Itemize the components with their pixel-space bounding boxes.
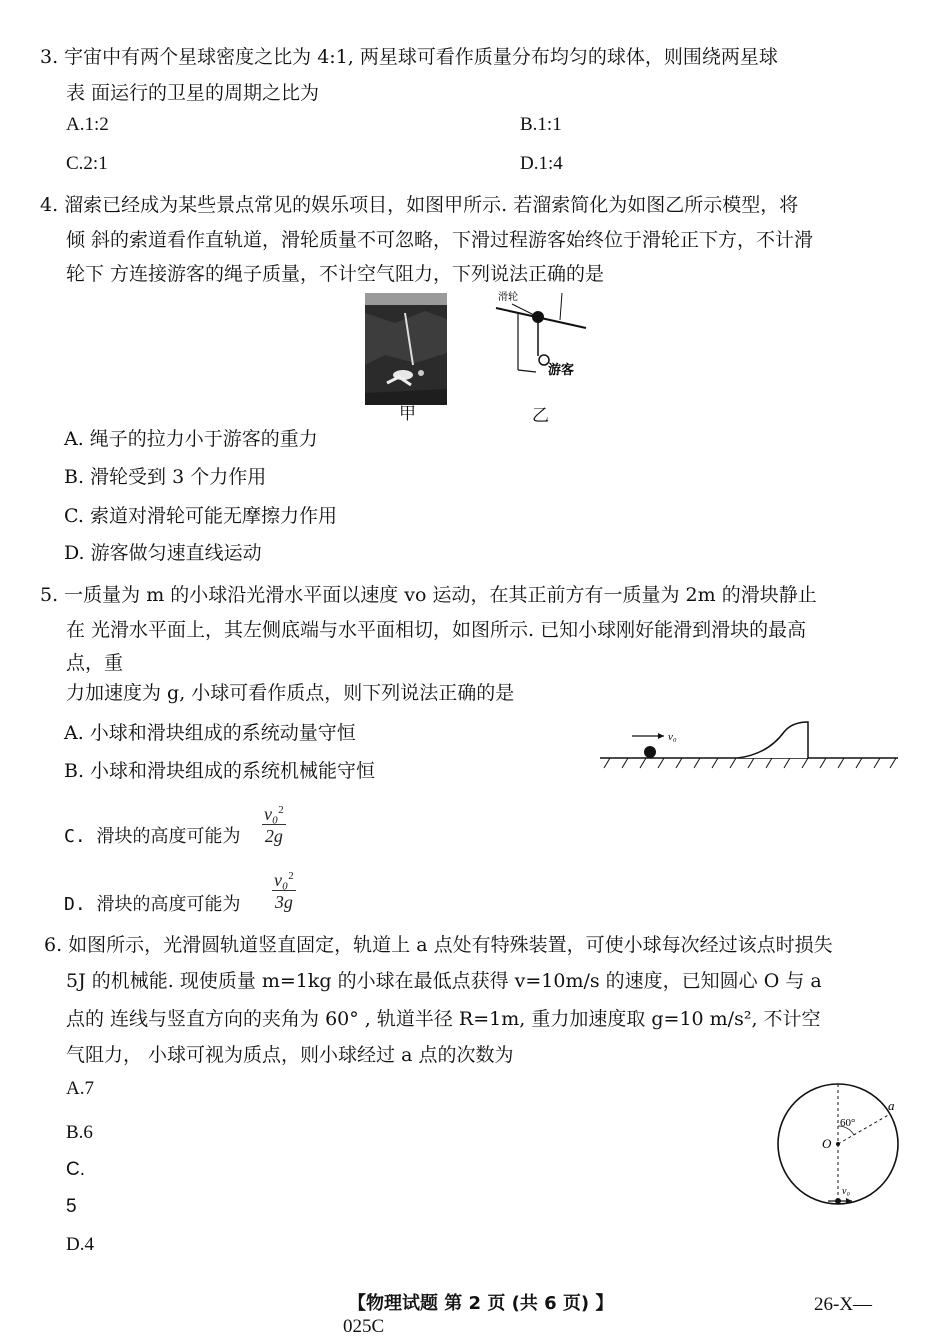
q5-stem-line1: 5. 一质量为 m 的小球沿光滑水平面以速度 vo 运动，在其正前方有一质量为 2m 的滑块静止 xyxy=(40,584,817,606)
q5-stem-line2: 在 光滑水平面上，其左侧底端与水平面相切，如图所示. 已知小球刚好能滑到滑块的最高 xyxy=(66,619,807,641)
q6-option-a: A.7 xyxy=(66,1078,94,1099)
angle-label: 60° xyxy=(840,1117,856,1129)
pulley-icon xyxy=(532,311,544,323)
q4-stem-line2: 倾 斜的索道看作直轨道，滑轮质量不可忽略，下滑过程游客始终位于滑轮正下方，不计滑 xyxy=(66,229,814,251)
page-footer-code-right: 26-X— xyxy=(814,1294,873,1315)
fraction-c-exponent: 2 xyxy=(278,804,284,816)
q6-option-d: D.4 xyxy=(66,1234,94,1255)
q4-option-c: C. 索道对滑轮可能无摩擦力作用 xyxy=(64,505,337,527)
fraction-v0sq-over-2g xyxy=(262,800,286,847)
q6-stem-line1: 6. 如图所示，光滑圆轨道竖直固定，轨道上 a 点处有特殊装置，可使小球每次经过该点时损失 xyxy=(44,934,833,956)
pulley-label: 滑轮 xyxy=(498,292,518,303)
fraction-c-denominator: 2g xyxy=(264,826,283,846)
fraction-d-numerator: v₀ xyxy=(274,870,289,890)
q3-option-c: C.2:1 xyxy=(66,153,108,174)
page-footer-title: 【物理试题 第 2 页 (共 6 页) 】 xyxy=(348,1293,614,1314)
fraction-d-exponent: 2 xyxy=(288,870,294,882)
point-a-label: a xyxy=(888,1098,895,1113)
fraction-c-numerator: v₀ xyxy=(264,804,279,824)
q3-option-d: D.1:4 xyxy=(520,153,563,174)
q6-stem-line2: 5J 的机械能. 现使质量 m=1kg 的小球在最低点获得 v=10m/s 的速度，已知圆心 O 与 a xyxy=(66,970,822,992)
q6-option-c-value: 5 xyxy=(66,1196,77,1217)
ball-slider-diagram xyxy=(598,714,900,774)
v0-label: v₀ xyxy=(668,731,677,743)
fig-jia-label: 甲 xyxy=(399,404,416,424)
fig-yi-label: 乙 xyxy=(532,406,549,426)
fraction-v0sq-over-3g xyxy=(272,866,296,913)
ball-icon xyxy=(644,746,656,758)
q5-option-d: D. 滑块的高度可能为 xyxy=(64,894,241,915)
q4-option-b: B. 滑轮受到 3 个力作用 xyxy=(64,466,267,488)
v0-label: v₀ xyxy=(842,1186,850,1197)
q5-stem-line4: 力加速度为 g, 小球可看作质点，则下列说法正确的是 xyxy=(66,682,515,704)
q4-stem-line3: 轮下 方连接游客的绳子质量，不计空气阻力，下列说法正确的是 xyxy=(66,263,605,285)
zipline-photo xyxy=(365,293,447,405)
center-o-label: O xyxy=(822,1136,832,1151)
q5-stem-line3: 点，重 xyxy=(66,652,124,674)
q3-option-b: B.1:1 xyxy=(520,114,562,135)
q4-option-d: D. 游客做匀速直线运动 xyxy=(64,542,262,564)
q6-option-c: C. xyxy=(66,1159,85,1180)
zipline-model-diagram xyxy=(492,290,588,382)
q3-stem-line1: 3. 宇宙中有两个星球密度之比为 4:1, 两星球可看作质量分布均匀的球体，则围绕两星球 xyxy=(40,46,778,68)
q3-option-a: A.1:2 xyxy=(66,114,109,135)
page-footer-code: 025C xyxy=(343,1316,385,1337)
tourist-label: 游客 xyxy=(548,363,575,378)
ball-icon xyxy=(835,1198,841,1204)
q3-stem-line2: 表 面运行的卫星的周期之比为 xyxy=(66,82,320,104)
fraction-d-denominator: 3g xyxy=(274,892,293,912)
circular-track-diagram xyxy=(776,1080,902,1208)
q5-option-c: C. 滑块的高度可能为 xyxy=(64,826,241,847)
q6-option-b: B.6 xyxy=(66,1122,93,1143)
q4-option-a: A. 绳子的拉力小于游客的重力 xyxy=(64,428,318,450)
q5-option-b: B. 小球和滑块组成的系统机械能守恒 xyxy=(64,760,376,782)
q6-stem-line3: 点的 连线与竖直方向的夹角为 60° , 轨道半径 R=1m, 重力加速度取 g=10 m/s², 不计空 xyxy=(66,1008,821,1030)
q5-option-a: A. 小球和滑块组成的系统动量守恒 xyxy=(64,722,356,744)
q4-stem-line1: 4. 溜索已经成为某些景点常见的娱乐项目，如图甲所示. 若溜索简化为如图乙所示模型，将 xyxy=(40,194,799,216)
q6-stem-line4: 气阻力， 小球可视为质点，则小球经过 a 点的次数为 xyxy=(66,1044,514,1066)
